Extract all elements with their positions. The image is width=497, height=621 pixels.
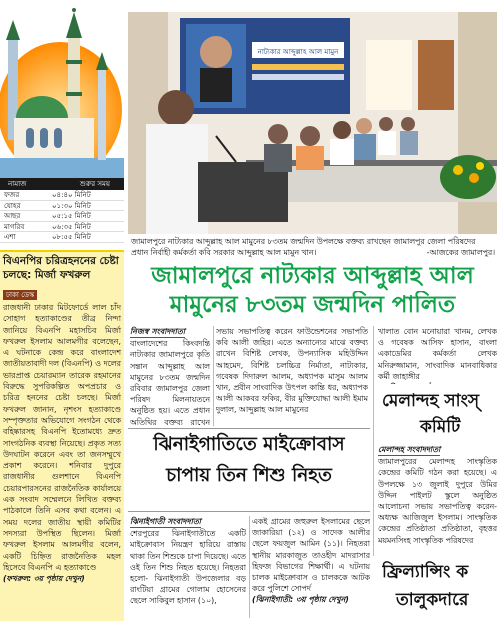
main-headline-line-2: মামুনের ৮৩তম জন্মদিন পালিত — [169, 292, 456, 318]
story1-column-3 — [378, 326, 497, 384]
prayer-name: এশা — [4, 233, 16, 241]
prayer-times-table — [0, 190, 124, 243]
story2-col2-text: একই গ্রামের জহুরুল ইসলামের ছেলে জাকারিয়া (১২) ও সাদেক আলীর ছেলে ফয়জুল আমিন (১১)। নিহতরা স্থানীয় মারকাজুত তাওহীদ মাদরাসার হিফজ বিভাগের শিক্ষার্থী। এ ঘটনায় চালক মাইক্রোবাস ও চালককে আটক করে পুলিশে সোপর্দ — [252, 517, 370, 594]
prayer-row-asr — [0, 211, 124, 222]
prayer-times-header — [0, 178, 124, 190]
story3-text: জামালপুরের মেলান্দহ সাংস্কৃতিক কেন্দ্রের কমিটি গঠন করা হয়েছে। এ উপলক্ষে ১৩ জুলাই দুপুরে উমির উদ্দিন পাইলট স্কুলে অনুষ্ঠিত আলোচনা সভায় সভাপতিত্ব করেন-অধ্যক্ষ আজিজুল ইসলাম। সাংস্কৃতিক কেন্দ্রের প্রতিষ্ঠাতা প্রতিষ্ঠাতা, বৃহত্তর ময়মনসিংহ সাংস্কৃতিক পরিষদের — [378, 457, 497, 545]
story1-col2-text: সভায় সভাপতিত্ব করেন ফাউন্ডেশনের সভাপতি কবি আলী জহির। এতে অন্যান্যের মাঝে বক্তব্য রাখেন বিশিষ্ট লেখক, উপন্যাসিক মহিউদ্দিন আহমেদ, বিশিষ্ট চলচ্চিত্র নির্মাতা, নাট্যকার, গবেষক দিদারুল আলম, অধ্যাপক মাসুম আলম খান, প্রবীন সাংবাদিক উৎপল কান্তি ধর, অধ্যাপক আলী আকবর ফকির, বীর মুক্তিযোদ্ধা আলী ইমাম দুলাল, আব্দুল্লাহ আল মামুনের — [216, 327, 368, 415]
bnp-article-body: রাজধানী ঢাকার মিটফোর্ডে লাল চাঁদ সোহাগ হত্যাকাণ্ডের তীব্র নিন্দা জানিয়ে বিএনপি মহাসচিব মির্জা ফখরুল ইসলাম আলমগীর বলেছেন, এ ঘটনাকে কেন্দ্র করে বাংলাদেশ জাতীয়তাবাদী দল (বিএনপি) ও দলের ভারপ্রাপ্ত চেয়ারম্যান তারেক রহমানের বিরুদ্ধে সুপরিকল্পিত অপপ্রচার ও চরিত্র হননের চেষ্টা চলছে। মির্জা ফখরুল জানান, নৃশংস হত্যাকাণ্ডে সম্পৃক্ততার অভিযোগে সংগঠন থেকে বহিষ্কারসহ বিএনপি ইতোমধ্যে দ্রুত সাংগঠনিক ব্যবস্থা নিয়েছে। প্রকৃত সত্য উদঘাটন করেনে এবং তা জনসম্মুখে প্রকাশ করেনে। শনিবার দুপুরে রাজধানীর গুলশানে বিএনপি চেয়ারপারসনের রাজনৈতিক কার্যালয়ে এক সংবাদ সম্মেলনে লিখিত বক্তব্য পাঠকালে তিনি এসব কথা বলেন। এ সময় দলের জাতীয় স্থায়ী কমিটির সদস্যরা উপস্থিত ছিলেন। মির্জা ফখরুল ইসলাম আলমগীর বলেন, একটি চিহ্নিত রাজনৈতিক মহল হিসেবে বিএনপি এ হত্যাকাণ্ডে — [3, 303, 121, 572]
story1-col1-text: বাংলাদেশের কিংবদন্তি নাট্যকার জামালপুরে কৃতি সন্তান আব্দুল্লাহ আল মামুনের ৮৩তম জন্মদিন রবিবার জামালপুর জেলা পরিষদ মিলনায়তনে অনুষ্ঠিত হয়। এতে প্রধান অতিথির বক্তব্য রাখেন — [130, 339, 210, 426]
freelancing-headline[interactable] — [382, 558, 497, 616]
column-divider — [373, 326, 374, 556]
story3-dateline: মেলান্দহ সংবাদদাতা — [378, 444, 440, 456]
story1-continued-link[interactable] — [378, 382, 497, 384]
bnp-news-box — [0, 250, 124, 621]
prayer-name: আছর — [4, 212, 21, 220]
prayer-time: ০৮:৫৫ মিনিট — [52, 233, 91, 241]
story2-column-1 — [130, 516, 246, 618]
prayer-header-time: শুরুর সময় — [79, 180, 110, 188]
story2-col1-text: শেরপুরের ঝিনাইগাতীতে একটি মাইক্রোবাস নিয়ন্ত্রণ হারিয়ে রাস্তায় থাকা তিন শিশুকে চাপা দিয়েছে। এতে ওই তিন শিশু নিহত হয়েছে। নিহতরা হলো- ঝিনাইগাতী উপজেলার বড় রাংটিয়া গ্রামের গোলাম হোসেনের ছেলে সাকিবুল হাসান (১০), — [130, 529, 246, 606]
melandah-headline-line-2: কমিটি — [420, 417, 461, 437]
prayer-row-isha — [0, 232, 124, 243]
prayer-row-dhuhr — [0, 201, 124, 212]
bnp-continued-link[interactable]: (ফখরুল: ৩য় পৃষ্ঠায় দেখুন) — [3, 574, 85, 584]
story1-dateline: নিজস্ব সংবাদদাতা — [130, 326, 185, 338]
second-headline-line-2: চাপায় তিন শিশু নিহত — [166, 465, 332, 486]
prayer-row-fajr — [0, 190, 124, 201]
column-divider — [213, 326, 214, 426]
column-divider — [249, 516, 250, 618]
prayer-time: ০৫:১৫ মিনিট — [52, 212, 91, 220]
story2-column-2 — [252, 516, 370, 618]
prayer-name: যোহর — [4, 201, 21, 210]
story1-col3-text: খালাত বোন মনোয়ারা খানম, লেখক ও গবেষক আসিফ হাসান, বাংলা একাডেমির কর্মকর্তা লেখক মনিরুজ্জামান, সাংবাদিক মানবাধিকার কর্মী জাহাঙ্গীর — [378, 327, 497, 381]
prayer-time: ০৬:৩৫ মিনিট — [52, 222, 91, 231]
story2-continued-link[interactable]: (ঝিনাইগাতী: ৩য় পৃষ্ঠায় দেখুন) — [252, 595, 349, 605]
photo-credit: -আজকের জামালপুর। — [426, 248, 495, 257]
melandah-headline[interactable] — [382, 388, 497, 440]
bnp-dateline-tag: ঢাকা ডেস্ক — [3, 290, 37, 300]
prayer-name: মাগরিব — [4, 222, 25, 231]
prayer-name: ফজর — [4, 191, 20, 199]
main-headline-line-1: জামালপুরে নাট্যকার আব্দুল্লাহ আল — [151, 263, 474, 289]
freelancing-headline-line-1: ফ্রিল্যান্সিং ক — [382, 562, 469, 582]
prayer-row-maghrib — [0, 222, 124, 233]
story2-dateline: ঝিনাইগাতী সংবাদদাতা — [130, 516, 201, 528]
photo-caption — [131, 236, 495, 258]
main-headline[interactable] — [128, 262, 497, 322]
prayer-time: ০৪:৪০ মিনিট — [52, 191, 91, 199]
story1-column-1 — [130, 326, 210, 426]
melandah-headline-line-1: মেলান্দহ সাংস্ — [382, 391, 480, 411]
mosque-illustration-icon — [0, 0, 124, 178]
freelancing-headline-line-2: তালুকদারে — [396, 590, 469, 610]
bnp-headline[interactable]: বিএনপির চরিত্রহননের চেষ্টা চলছে: মির্জা ফখরুল — [3, 255, 119, 281]
mosque-advertisement — [0, 0, 124, 178]
left-column — [0, 0, 124, 621]
second-headline-line-1: ঝিনাইগাতিতে মাইক্রোবাস — [153, 434, 345, 455]
prayer-time: ০১:৩০ মিনিট — [52, 201, 91, 210]
event-photo-image — [128, 12, 497, 234]
caption-text: জামালপুরে নাট্যকার আব্দুল্লাহ আল মামুনের ৮৩তম জন্মদিন উপলক্ষে বক্তব্য রাখছেন জামালপুর জেলা পরিষদের প্রধান নির্বাহী কর্মকর্তা কবি সরকার আব্দুল্লাহ আল মামুন খান। — [131, 237, 476, 257]
event-photo — [128, 12, 497, 234]
story1-column-2 — [216, 326, 368, 426]
banner-text: নাট্যকার আব্দুল্লাহ আল মামুন — [257, 48, 339, 56]
prayer-header-name: নামাজ — [8, 180, 27, 188]
second-headline[interactable] — [128, 428, 370, 512]
story3-column — [378, 444, 497, 556]
